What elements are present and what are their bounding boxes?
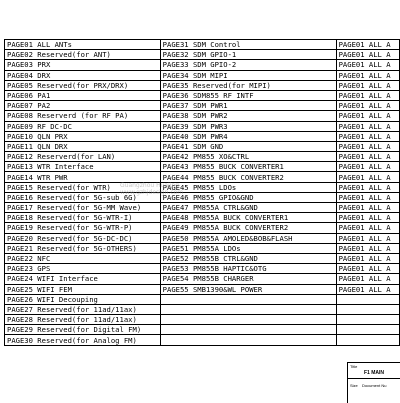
index-cell-left: PAGE12 Reserverd(for LAN) [5,152,161,162]
index-row [5,233,400,243]
index-cell-left: PAGE26 WIFI Decouping [5,294,161,304]
index-cell-left: PAGE20 Reserved(for 5G-DC-DC) [5,233,161,243]
index-cell-left: PAGE02 Reserved(for ANT) [5,50,161,60]
index-cell-left: PAGE29 Reserved(for Digital FM) [5,325,161,335]
index-cell-left: PAGE11 QLN DRX [5,141,161,151]
index-cell-left: PAGE17 Reserved(for 5G-MM Wave) [5,203,161,213]
index-cell-left: PAGE04 DRX [5,70,161,80]
index-row [5,50,400,60]
index-cell-right: PAGE01 ALL A [336,182,399,192]
index-cell-mid: PAGE34 SDM MIPI [160,70,336,80]
index-row [5,253,400,263]
index-row [5,315,400,325]
index-row [5,162,400,172]
index-cell-right: PAGE01 ALL A [336,101,399,111]
title-label: Title [350,364,358,369]
index-cell-left: PAGE14 WTR PWR [5,172,161,182]
index-cell-left: PAGE15 Reserved(for WTR) [5,182,161,192]
index-cell-mid: PAGE50 PM855A AMOLED&BOB&FLASH [160,233,336,243]
index-cell-mid: PAGE36 SDM855 RF INTF [160,90,336,100]
watermark-line2: www.gzhjdesign.com [120,189,184,196]
index-row [5,284,400,294]
index-row [5,80,400,90]
index-cell-right [336,315,399,325]
index-row [5,131,400,141]
index-cell-left: PAGE25 WIFI FEM [5,284,161,294]
index-cell-right: PAGE01 ALL A [336,274,399,284]
index-cell-right [336,335,399,345]
index-cell-mid: PAGE42 PM855 XO&CTRL [160,152,336,162]
index-cell-mid: PAGE33 SDM GPIO-2 [160,60,336,70]
index-row [5,141,400,151]
index-cell-mid: PAGE49 PM855A BUCK CONVERTER2 [160,223,336,233]
index-cell-mid: PAGE41 SDM GND [160,141,336,151]
index-cell-left: PAGE16 Reserved(for 5G-sub 6G) [5,192,161,202]
index-cell-right: PAGE01 ALL A [336,162,399,172]
index-cell-right: PAGE01 ALL A [336,243,399,253]
index-cell-mid: PAGE43 PM855 BUCK CONVERTER1 [160,162,336,172]
index-cell-left: PAGE28 Reserved(for 11ad/11ax) [5,315,161,325]
index-row [5,60,400,70]
index-cell-left: PAGE27 Reserved(for 11ad/11ax) [5,304,161,314]
index-cell-left: PAGE24 WIFI Interface [5,274,161,284]
index-cell-right: PAGE01 ALL A [336,90,399,100]
index-cell-mid: PAGE55 SMB1390&WL POWER [160,284,336,294]
index-row [5,304,400,314]
index-row [5,172,400,182]
drawing-title: F1 MAIN [364,370,384,376]
index-cell-right [336,325,399,335]
index-cell-left: PAGE23 GPS [5,264,161,274]
index-cell-right: PAGE01 ALL A [336,253,399,263]
index-cell-right: PAGE01 ALL A [336,131,399,141]
index-row [5,182,400,192]
index-cell-mid: PAGE48 PM855A BUCK CONVERTER1 [160,213,336,223]
index-cell-mid [160,294,336,304]
watermark-line1: Guangzhou Huajing [120,182,180,189]
index-cell-mid: PAGE31 SDM Control [160,40,336,50]
index-cell-mid: PAGE46 PM855 GPIO&GND [160,192,336,202]
index-cell-right: PAGE01 ALL A [336,152,399,162]
index-cell-mid: PAGE53 PM855B HAPTIC&OTG [160,264,336,274]
index-row [5,70,400,80]
index-cell-mid [160,315,336,325]
index-cell-left: PAGE10 QLN PRX [5,131,161,141]
index-cell-right: PAGE01 ALL A [336,70,399,80]
index-cell-left: PAGE19 Reserved(for 5G-WTR-P) [5,223,161,233]
index-cell-left: PAGE21 Reserved(for 5G-OTHERS) [5,243,161,253]
index-cell-right: PAGE01 ALL A [336,60,399,70]
index-row [5,335,400,345]
index-cell-right [336,294,399,304]
index-cell-left: PAGE07 PA2 [5,101,161,111]
index-cell-mid [160,325,336,335]
index-cell-mid: PAGE38 SDM PWR2 [160,111,336,121]
index-row [5,152,400,162]
index-cell-mid: PAGE45 PM855 LDOs [160,182,336,192]
index-cell-mid [160,335,336,345]
index-cell-left: PAGE13 WTR Interface [5,162,161,172]
index-cell-right: PAGE01 ALL A [336,40,399,50]
index-cell-mid: PAGE32 SDM GPIO-1 [160,50,336,60]
index-row [5,264,400,274]
index-cell-right: PAGE01 ALL A [336,172,399,182]
index-row [5,294,400,304]
index-cell-left: PAGE09 RF DC-DC [5,121,161,131]
index-row [5,192,400,202]
index-cell-mid: PAGE52 PM855B CTRL&GND [160,253,336,263]
index-row [5,213,400,223]
index-cell-right: PAGE01 ALL A [336,213,399,223]
index-cell-mid: PAGE39 SDM PWR3 [160,121,336,131]
index-row [5,121,400,131]
index-cell-right [336,304,399,314]
index-cell-left: PAGE03 PRX [5,60,161,70]
index-cell-right: PAGE01 ALL A [336,121,399,131]
index-cell-left: PAGE30 Reserved(for Analog FM) [5,335,161,345]
index-row [5,101,400,111]
index-cell-right: PAGE01 ALL A [336,80,399,90]
index-cell-right: PAGE01 ALL A [336,203,399,213]
index-cell-left: PAGE06 PA1 [5,90,161,100]
index-row [5,274,400,284]
index-cell-mid: PAGE54 PM855B CHARGER [160,274,336,284]
size-label: Size [350,383,358,388]
index-cell-mid: PAGE51 PM855A LDOs [160,243,336,253]
index-cell-right: PAGE01 ALL A [336,141,399,151]
index-row [5,203,400,213]
index-row [5,223,400,233]
index-cell-left: PAGE01 ALL ANTs [5,40,161,50]
title-block [347,362,400,403]
index-cell-right: PAGE01 ALL A [336,284,399,294]
index-row [5,243,400,253]
index-cell-right: PAGE01 ALL A [336,192,399,202]
index-cell-right: PAGE01 ALL A [336,223,399,233]
index-row [5,40,400,50]
index-cell-left: PAGE08 Reserverd (for RF PA) [5,111,161,121]
index-cell-right: PAGE01 ALL A [336,264,399,274]
document-number-label: Document Nu [362,383,387,388]
index-cell-right: PAGE01 ALL A [336,233,399,243]
index-cell-right: PAGE01 ALL A [336,50,399,60]
index-cell-left: PAGE22 NFC [5,253,161,263]
index-cell-mid [160,304,336,314]
index-row [5,111,400,121]
index-cell-mid: PAGE44 PM855 BUCK CONVERTER2 [160,172,336,182]
index-cell-left: PAGE18 Reserved(for 5G-WTR-I) [5,213,161,223]
index-row [5,90,400,100]
index-cell-mid: PAGE37 SDM PWR1 [160,101,336,111]
index-cell-mid: PAGE47 PM855A CTRL&GND [160,203,336,213]
index-cell-left: PAGE05 Reserved(for PRX/DRX) [5,80,161,90]
index-cell-right: PAGE01 ALL A [336,111,399,121]
index-cell-mid: PAGE35 Reserved(for MIPI) [160,80,336,90]
index-cell-mid: PAGE40 SDM PWR4 [160,131,336,141]
page-index-table [4,39,400,346]
index-row [5,325,400,335]
